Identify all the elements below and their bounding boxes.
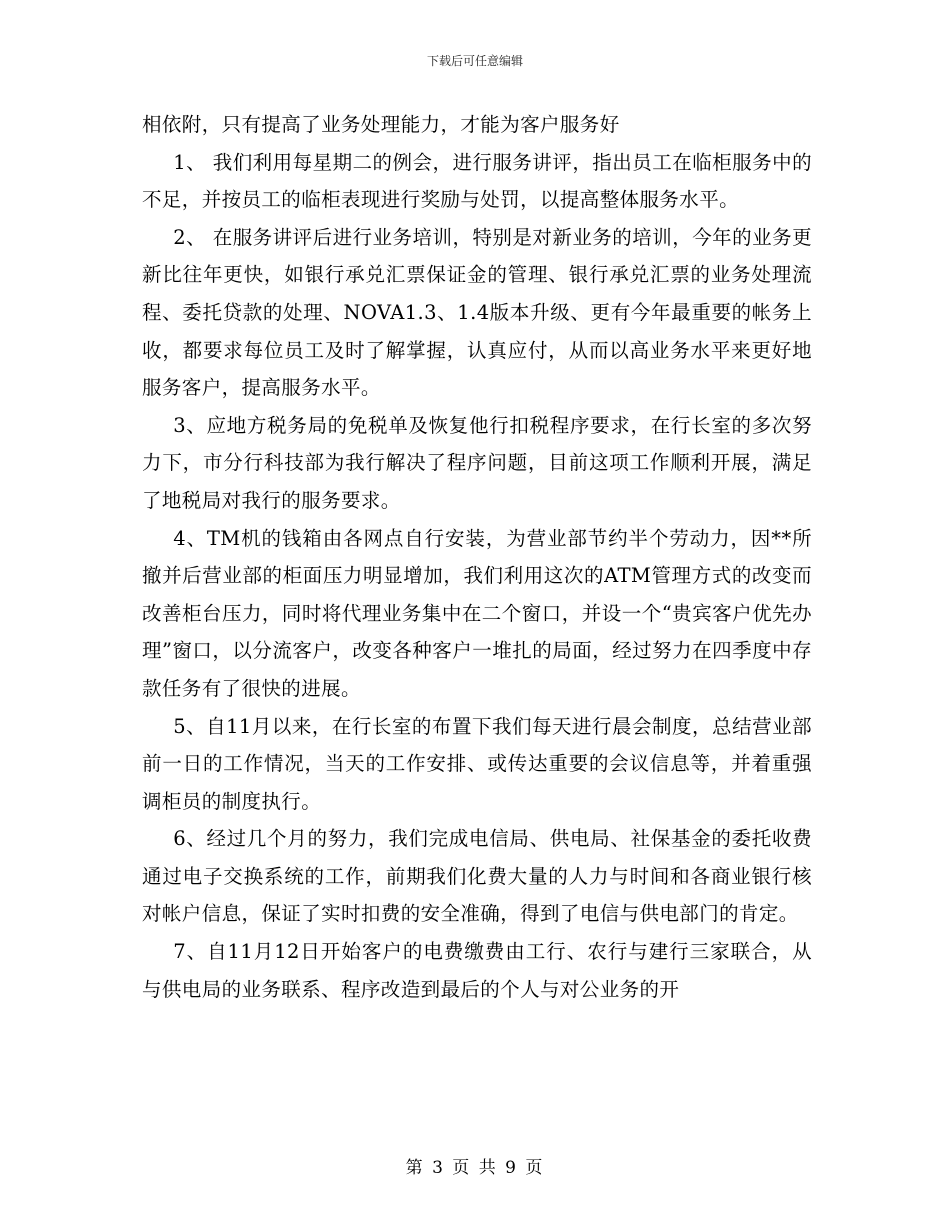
paragraph-item-2: 2、 在服务讲评后进行业务培训，特别是对新业务的培训，今年的业务更新比往年更快，如银行承兑汇票保证金的管理、银行承兑汇票的业务处理流程、委托贷款的处理、NOVA1.3、1.4版本升级、更有今年最重要的帐务上收，都要求每位员工及时了解掌握，认真应付，从而以高业务水平来更好地服务客户，提高服务水平。 xyxy=(142,225,812,400)
paragraph-continuation: 相依附，只有提高了业务处理能力，才能为客户服务好 xyxy=(142,113,620,136)
paragraph-item-6: 6、经过几个月的努力，我们完成电信局、供电局、社保基金的委托收费通过电子交换系统的工作，前期我们化费大量的人力与时间和各商业银行核对帐户信息，保证了实时扣费的安全准确，得到了电信与供电部门的肯定。 xyxy=(142,827,812,926)
paragraph-item-1: 1、 我们利用每星期二的例会，进行服务讲评，指出员工在临柜服务中的不足，并按员工的临柜表现进行奖励与处罚，以提高整体服务水平。 xyxy=(142,150,812,212)
paragraph-item-7: 7、自11月12日开始客户的电费缴费由工行、农行与建行三家联合，从与供电局的业务联系、程序改造到最后的个人与对公业务的开 xyxy=(142,940,812,1001)
paragraph-item-4: 4、TM机的钱箱由各网点自行安装，为营业部节约半个劳动力，因**所撤并后营业部的柜面压力明显增加，我们利用这次的ATM管理方式的改变而改善柜台压力，同时将代理业务集中在二个窗口，并设一个“贵宾客户优先办理”窗口，以分流客户，改变各种客户一堆扎的局面，经过努力在四季度中存款任务有了很快的进展。 xyxy=(142,526,812,700)
paragraph-item-3: 3、应地方税务局的免税单及恢复他行扣税程序要求，在行长室的多次努力下，市分行科技部为我行解决了程序问题，目前这项工作顺利开展，满足了地税局对我行的服务要求。 xyxy=(142,413,812,512)
page-header: 下载后可任意编辑 xyxy=(426,54,523,68)
paragraph-item-5: 5、自11月以来，在行长室的布置下我们每天进行晨会制度，总结营业部前一日的工作情况，当天的工作安排、或传达重要的会议信息等，并着重强调柜员的制度执行。 xyxy=(142,714,812,813)
page-number-footer: 第 3 页 共 9 页 xyxy=(405,1158,545,1178)
document-body xyxy=(142,106,812,1008)
